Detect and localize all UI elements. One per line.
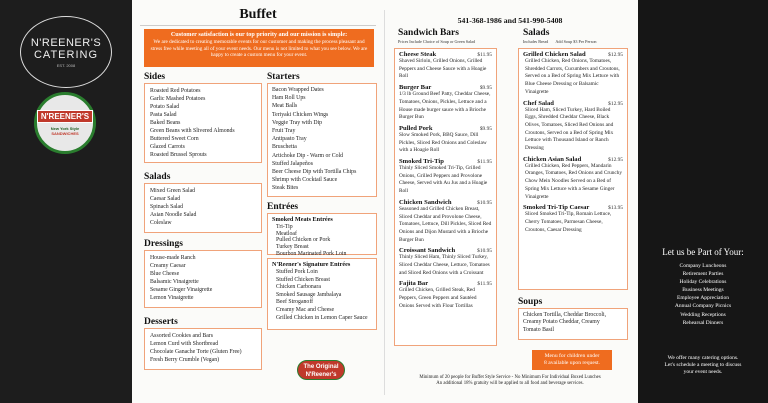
- kids-menu-note: [532, 350, 612, 370]
- list-item: Garlic Mashed Potatoes: [150, 96, 206, 102]
- dish-item: [399, 247, 492, 277]
- smoked-meats-box: [267, 213, 377, 255]
- dish-desc: 1/3 lb Ground Beef Patty, Cheddar Cheese, Tomatoes, Onions, Pickles, Lettuce and a House made burger sauce with a Brioche Burger Bun: [399, 91, 491, 121]
- list-item: Creamy Potato Cheddar, Creamy: [523, 319, 600, 326]
- desserts-box: [144, 328, 262, 370]
- desserts-section: [144, 316, 262, 370]
- dish-item: [399, 158, 492, 196]
- badge-name: N'REENER'S: [37, 110, 93, 123]
- desserts-title: Desserts: [144, 317, 178, 327]
- events-footer: [638, 355, 768, 376]
- dish-price: $12.95: [608, 100, 623, 107]
- list-item: Fresh Berry Crumble (Vegan): [150, 357, 220, 363]
- list-item: Creamy Caesar: [150, 263, 186, 269]
- logo-line2: CATERING: [33, 48, 99, 61]
- dish-name: Smoked Tri-Tip: [399, 158, 444, 166]
- column-divider: [384, 10, 385, 395]
- list-item: Ham Roll Ups: [272, 95, 306, 102]
- list-item: Meatloaf: [276, 230, 297, 237]
- sandwich-bars-subtitle: Prices Include Choice of Soup or Green Salad: [398, 39, 476, 44]
- kids-line1: Menu for children under: [544, 353, 600, 359]
- sandwich-bars-box: [394, 48, 497, 346]
- sandwich-bars-header: [398, 28, 475, 44]
- list-item: Balsamic Vinaigrette: [150, 279, 199, 285]
- dish-desc: Grilled Chicken, Red Peppers, Mandarin Oranges, Tomatoes, Red Onions and Crunchy Chow Mein Noodles Served on a Bed of Spring Mix Lettuce with a Sesame Ginger Vinaigrette: [525, 162, 623, 200]
- list-item: Roasted Brussel Sprouts: [150, 152, 207, 158]
- signature-title: N'Reener's Signature Entrées: [272, 261, 351, 268]
- dish-item: [399, 125, 492, 155]
- left-brand-panel: [0, 0, 132, 403]
- dish-item: [523, 100, 623, 153]
- dish-item: [399, 199, 492, 245]
- catering-logo: [20, 16, 112, 88]
- list-item: Caesar Salad: [150, 196, 181, 202]
- event-item: Holiday Celebrations: [679, 279, 727, 286]
- soups-section: [518, 296, 628, 340]
- dish-desc: Seasoned and Grilled Chicken Breast, Sliced Cheddar and Provolone Cheese, Tomatoes, Lettuce, Dill Pickles, Sliced Red Onions and Dijon Mustard with a Brioche Burger Bun: [399, 205, 492, 243]
- list-item: Mixed Green Salad: [150, 188, 196, 194]
- list-item: Green Beans with Slivered Almonds: [150, 128, 235, 134]
- list-item: Turkey Breast: [276, 244, 309, 251]
- footer-notes: [390, 375, 630, 388]
- dish-item: [523, 51, 623, 97]
- event-item: Rehearsal Dinners: [682, 319, 724, 326]
- dish-price: $9.95: [479, 85, 492, 92]
- badge-sub: New York Style: [50, 126, 80, 131]
- list-item: Stuffed Pork Loin: [276, 269, 318, 275]
- dish-price: $11.95: [477, 159, 492, 166]
- list-item: Asian Noodle Salad: [150, 212, 197, 218]
- dressings-title: Dressings: [144, 239, 183, 249]
- entrees-title: Entrées: [267, 202, 299, 212]
- sandwiches-badge: [34, 92, 96, 154]
- mission-banner: [144, 29, 374, 67]
- kids-line2: 8 available upon request.: [544, 360, 600, 366]
- dish-price: $11.95: [477, 281, 492, 288]
- dish-name: Pulled Pork: [399, 124, 433, 132]
- entrees-section: [267, 201, 377, 330]
- list-item: Glazed Carrots: [150, 144, 185, 150]
- buffet-title: Buffet: [239, 7, 277, 22]
- logo-line1: N'REENER'S: [30, 36, 102, 49]
- dish-name: Croissant Sandwich: [399, 247, 456, 255]
- dish-item: [399, 280, 492, 310]
- list-item: Smoked Sausage Jambalaya: [276, 291, 342, 298]
- sides-title: Sides: [144, 72, 166, 82]
- list-item: Roasted Red Potatoes: [150, 88, 201, 94]
- list-item: Spinach Salad: [150, 204, 184, 210]
- dish-desc: Grilled Chicken, Red Onions, Tomatoes, Shredded Carrots, Cucumbers and Croutons, Served on a Bed of Spring Mix Lettuce with Blue Cheese Dressing or Balsamic Vinaigrette: [525, 58, 620, 95]
- list-item: Bacon Wrapped Dates: [272, 87, 324, 93]
- list-item: Sesame Ginger Vinaigrette: [150, 287, 213, 293]
- list-item: Chocolate Ganache Torte (Gluten Free): [150, 349, 242, 355]
- sides-section: [144, 71, 262, 163]
- list-item: Bruschetta: [272, 144, 297, 151]
- list-item: Creamy Mac and Cheese: [276, 306, 335, 313]
- event-item: Company Luncheons: [679, 263, 727, 269]
- right-events-panel: [638, 0, 768, 403]
- list-item: Stuffed Chicken Breast: [276, 276, 330, 283]
- dish-price: $10.95: [477, 248, 492, 255]
- salads-right-header: [523, 28, 597, 44]
- starters-box: [267, 83, 377, 197]
- events-foot1: We offer many catering options.: [667, 355, 739, 361]
- dish-desc: Shaved Sirloin, Grilled Onions, Grilled Peppers and Cheese Sauce with a Hoagie Roll: [399, 58, 487, 80]
- list-item: Blue Cheese: [150, 271, 180, 277]
- list-item: Beer Cheese Dip with Tortilla Chips: [272, 169, 357, 176]
- salads-right-title: Salads: [523, 28, 550, 38]
- list-item: Pulled Chicken or Pork: [276, 237, 331, 244]
- starters-section: [267, 71, 377, 197]
- dish-name: Grilled Chicken Salad: [523, 51, 586, 58]
- dish-price: $13.95: [608, 205, 623, 212]
- event-item: Employee Appreciation: [676, 295, 730, 302]
- dish-price: $11.95: [477, 52, 492, 58]
- tag-line1: The Original: [303, 364, 339, 370]
- list-item: Beef Stroganoff: [276, 299, 314, 306]
- list-item: Shrimp with Cocktail Sauce: [272, 177, 338, 184]
- dish-desc: Thinly Sliced Ham, Thinly Sliced Turkey, Sliced Cheddar Cheese, Lettuce, Tomatoes and Sliced Red Onions with a Croissant: [399, 254, 490, 276]
- events-list: [638, 262, 768, 327]
- dish-price: $10.95: [477, 199, 492, 206]
- footer-line2: An additional 18% gratuity will be applied to all food and beverage services.: [436, 381, 584, 387]
- event-item: Annual Company Picnics: [674, 303, 732, 310]
- list-item: Coleslaw: [150, 220, 172, 226]
- list-item: Teriyaki Chicken Wings: [272, 111, 329, 118]
- logo-est: EST. 2008: [56, 62, 76, 68]
- salads-left-box: [144, 183, 262, 233]
- list-item: House-made Ranch: [150, 255, 196, 261]
- list-item: Chicken Carbonara: [276, 284, 321, 291]
- dish-name: Chef Salad: [523, 99, 554, 107]
- phone-numbers: 541-368-1986 and 541-990-5408: [457, 16, 563, 25]
- dish-name: Smoked Tri-Tip Caesar: [523, 204, 590, 212]
- dish-desc: Sliced Smoked Tri-Tip, Romain Lettuce, Cherry Tomatoes, Parmesan Cheese, Croutons, Caesar Dressing: [525, 211, 612, 233]
- dish-name: Cheese Steak: [399, 51, 437, 58]
- dish-item: [523, 204, 623, 234]
- list-item: Baked Beans: [150, 120, 181, 126]
- salads-left-title: Salads: [144, 172, 171, 182]
- dish-name: Fajita Bar: [399, 280, 429, 288]
- dish-desc: Slow Smoked Pork, BBQ Sauce, Dill Pickles, Sliced Red Onions and Coleslaw with a Hoagie Roll: [399, 131, 487, 154]
- events-foot3: your event needs.: [683, 369, 723, 375]
- salads-right-box: [518, 48, 628, 290]
- events-foot2: Let's schedule a meeting to discuss: [664, 362, 742, 368]
- soups-box: [518, 308, 628, 340]
- dish-item: [399, 84, 492, 122]
- list-item: Steak Bites: [272, 185, 299, 192]
- starters-title: Starters: [267, 72, 300, 82]
- dish-name: Chicken Sandwich: [399, 198, 452, 206]
- dish-price: $12.95: [608, 52, 623, 58]
- banner-body: We are dedicated to creating memorable events for our customer and making the process pleasant and stress free while meeting all of your event needs. Our menu is not limited to what you see below. We are happy to create a custom menu for your event.: [150, 39, 368, 59]
- dish-name: Chicken Asian Salad: [523, 155, 582, 163]
- list-item: Meat Balls: [272, 103, 298, 110]
- dish-price: $9.95: [479, 125, 492, 132]
- dish-desc: Thinly Sliced Smoked Tri-Tip, Grilled Onions, Grilled Peppers and Provolone Cheese, Served with Au Jus and a Hoagie Roll: [399, 165, 488, 195]
- footer-line1: Minimum of 20 people for Buffet Style Service - No Minimum For Individual Boxed Lunches: [419, 375, 601, 380]
- dish-desc: Grilled Chicken, Grilled Steak, Red Peppers, Green Peppers and Sautéed Onions Served with Flour Tortillas: [399, 287, 477, 309]
- event-item: Wedding Receptions: [680, 311, 726, 318]
- smoked-meats-title: Smoked Meats Entrées: [272, 216, 333, 223]
- soups-title: Soups: [518, 297, 543, 307]
- sandwich-bars-title: Sandwich Bars: [398, 28, 459, 38]
- dish-item: [399, 51, 492, 81]
- nreeners-tag-logo: [297, 360, 345, 380]
- tag-line2: N'Reener's: [305, 372, 337, 378]
- list-item: Stuffed Jalapeños: [272, 160, 313, 167]
- event-item: Retirement Parties: [682, 271, 724, 278]
- dressings-section: [144, 238, 262, 308]
- list-item: Grilled Chicken in Lemon Caper Sauce: [276, 314, 368, 321]
- list-item: Chicken Tortilla, Cheddar Broccoli,: [523, 312, 607, 318]
- list-item: Tomato Basil: [523, 326, 554, 333]
- sides-box: [144, 83, 262, 163]
- list-item: Lemon Curd with Shortbread: [150, 341, 219, 347]
- banner-title: Customer satisfaction is our top priority and our mission is simple:: [170, 31, 348, 38]
- dish-name: Burger Bar: [399, 84, 432, 92]
- menu-paper: [132, 0, 638, 403]
- dish-item: [523, 156, 623, 202]
- events-heading: Let us be Part of Your:: [662, 247, 744, 257]
- list-item: Artichoke Dip - Warm or Cold: [272, 152, 344, 159]
- dish-price: $12.95: [608, 156, 623, 163]
- list-item: Potato Salad: [150, 104, 180, 110]
- list-item: Veggie Tray with Dip: [272, 119, 323, 126]
- badge-sub2: SANDWICHES: [51, 131, 79, 136]
- list-item: Buttered Sweet Corn: [150, 136, 199, 142]
- list-item: Bourbon Marinated Pork Loin: [276, 250, 347, 257]
- salads-right-subtitle: [523, 39, 597, 44]
- list-item: Pasta Salad: [150, 112, 177, 118]
- signature-box: [267, 258, 377, 330]
- event-item: Business Meetings: [682, 287, 724, 294]
- list-item: Lemon Vinaigrette: [150, 295, 194, 301]
- list-item: Tri-Tip: [276, 224, 293, 230]
- salads-includes-bread: Includes Bread: [523, 39, 549, 44]
- dressings-box: [144, 250, 262, 308]
- salads-left-section: [144, 171, 262, 233]
- list-item: Fruit Tray: [272, 128, 296, 135]
- dish-desc: Sliced Ham, Sliced Turkey, Hard Boiled Eggs, Shredded Cheddar Cheese, Black Olives, Tomatoes, Sliced Red Onions and Croutons, Served on a Bed of Spring Mix Lettuce with Thousand Island or Ranch Dressing: [525, 106, 614, 152]
- salads-add-soup: Add Soup $3 Per Person: [555, 39, 597, 44]
- list-item: Assorted Cookies and Bars: [150, 333, 213, 339]
- list-item: Antipasto Tray: [272, 136, 307, 143]
- title-rule: [140, 25, 376, 26]
